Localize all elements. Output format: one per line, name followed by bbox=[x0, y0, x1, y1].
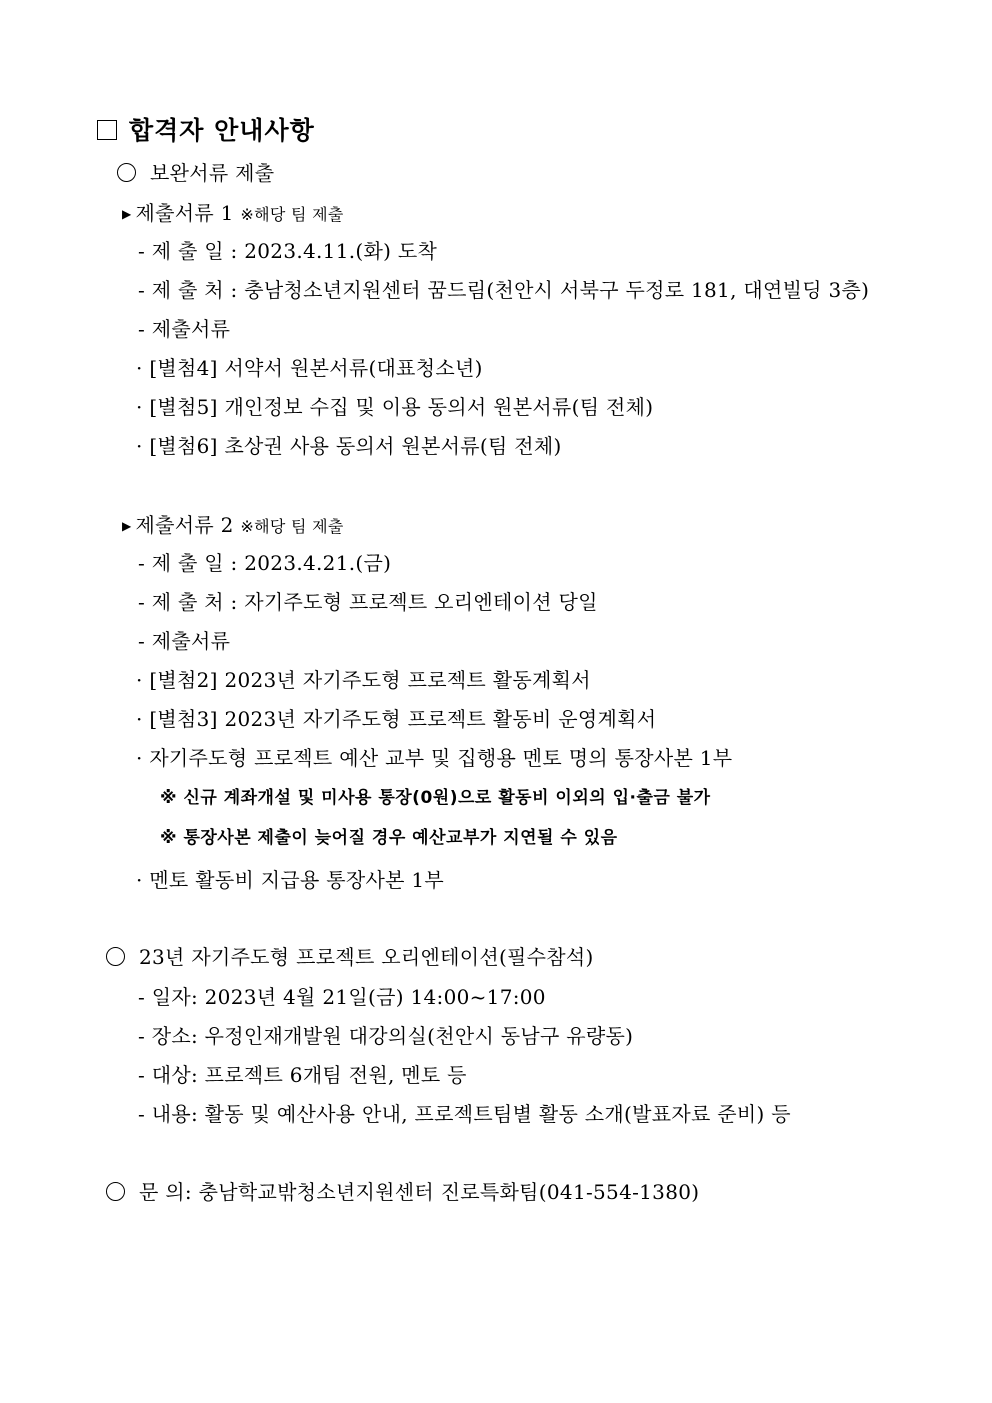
sub2-item: · 멘토 활동비 지급용 통장사본 1부 bbox=[136, 868, 445, 892]
section-heading-orientation: 23년 자기주도형 프로젝트 오리엔테이션(필수참석) bbox=[106, 944, 594, 970]
subsection-2-label: ▶ 제출서류 2 ※해당 팀 제출 bbox=[122, 513, 344, 537]
sub2-docs: - 제출서류 bbox=[138, 629, 231, 653]
sub1-place: - 제 출 처 : 충남청소년지원센터 꿈드림(천안시 서북구 두정로 181, 대연빌딩 3층) bbox=[138, 278, 870, 302]
section-heading-documents: 보완서류 제출 bbox=[117, 160, 274, 186]
sub1-date: - 제 출 일 : 2023.4.11.(화) 도착 bbox=[138, 239, 438, 263]
page-title: 합격자 안내사항 bbox=[97, 116, 315, 146]
sub1-docs: - 제출서류 bbox=[138, 317, 231, 341]
orientation-line: - 대상: 프로젝트 6개팀 전원, 멘토 등 bbox=[138, 1063, 467, 1087]
sub2-date: - 제 출 일 : 2023.4.21.(금) bbox=[138, 551, 392, 575]
sub2-place: - 제 출 처 : 자기주도형 프로젝트 오리엔테이션 당일 bbox=[138, 590, 598, 614]
orientation-line: - 내용: 활동 및 예산사용 안내, 프로젝트팀별 활동 소개(발표자료 준비) 등 bbox=[138, 1102, 791, 1126]
subsection-1-label: ▶ 제출서류 1 ※해당 팀 제출 bbox=[122, 201, 344, 225]
triangle-bullet-icon: ▶ bbox=[122, 519, 132, 533]
orientation-line: - 장소: 우정인재개발원 대강의실(천안시 동남구 유량동) bbox=[138, 1024, 634, 1048]
sub2-item: · [별첨3] 2023년 자기주도형 프로젝트 활동비 운영계획서 bbox=[136, 707, 657, 731]
circle-bullet-icon bbox=[106, 947, 125, 966]
contact-info: 문 의: 충남학교밖청소년지원센터 진로특화팀(041-554-1380) bbox=[106, 1179, 699, 1205]
warning-note: ※ 신규 계좌개설 및 미사용 통장(0원)으로 활동비 이외의 입·출금 불가 bbox=[160, 788, 711, 808]
sub1-item: · [별첨4] 서약서 원본서류(대표청소년) bbox=[136, 356, 483, 380]
circle-bullet-icon bbox=[106, 1182, 125, 1201]
sub2-item: · [별첨2] 2023년 자기주도형 프로젝트 활동계획서 bbox=[136, 668, 591, 692]
sub2-item: · 자기주도형 프로젝트 예산 교부 및 집행용 멘토 명의 통장사본 1부 bbox=[136, 746, 733, 770]
sub1-item: · [별첨5] 개인정보 수집 및 이용 동의서 원본서류(팀 전체) bbox=[136, 395, 654, 419]
triangle-bullet-icon: ▶ bbox=[122, 207, 132, 221]
circle-bullet-icon bbox=[117, 163, 136, 182]
orientation-line: - 일자: 2023년 4월 21일(금) 14:00~17:00 bbox=[138, 985, 546, 1009]
sub1-item: · [별첨6] 초상권 사용 동의서 원본서류(팀 전체) bbox=[136, 434, 562, 458]
warning-note: ※ 통장사본 제출이 늦어질 경우 예산교부가 지연될 수 있음 bbox=[160, 828, 618, 848]
square-bullet-icon bbox=[97, 120, 117, 140]
